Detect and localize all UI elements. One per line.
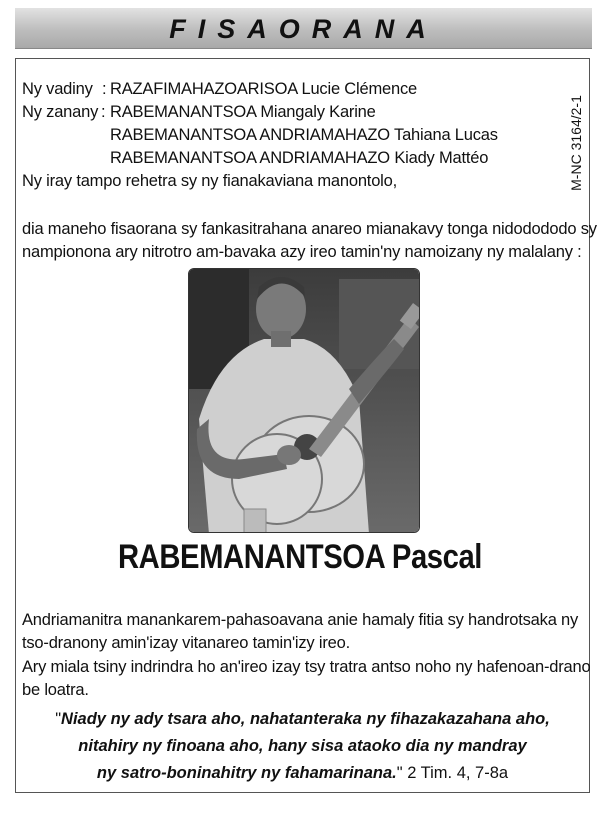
quote-text: Niady ny ady tsara aho, nahatanteraka ny fihazakazahana aho, [61,710,550,728]
quote-line [20,762,585,784]
reference-code-text: M-NC 3164/2-1 [568,95,584,191]
quote-line [20,708,585,730]
quote-open-mark: " [55,710,62,728]
spouse-label: Ny vadiny [22,80,93,98]
bible-citation: 2 Tim. 4, 7-8a [407,764,509,782]
children-colon: : [101,103,106,121]
child-name: RABEMANANTSOA ANDRIAMAHAZO Tahiana Lucas [110,126,498,144]
reference-code [566,88,586,198]
intro-line: dia maneho fisaorana sy fankasitrahana anareo mianakavy tonga nidodododo sy [22,220,597,238]
prayer-line: Andriamanitra manankarem-pahasoavana anie hamaly fitia sy handrotsaka ny [22,611,579,629]
child-name: RABEMANANTSOA ANDRIAMAHAZO Kiady Mattéo [110,149,489,167]
prayer-line: Ary miala tsiny indrindra ho an'ireo izay tsy tratra antso noho ny hafenoan-drano [22,658,591,676]
prayer-line: be loatra. [22,681,89,699]
quote-text: nitahiry ny finoana aho, hany sisa ataoko dia ny mandray [78,737,527,755]
quote-line [20,735,585,757]
spouse-colon: : [102,80,107,98]
deceased-name: RABEMANANTSOA Pascal [117,538,483,576]
children-label: Ny zanany [22,103,99,121]
prayer-line: tso-dranony amin'izay vitanareo tamin'izy ireo. [22,634,350,652]
portrait-photo [188,268,420,533]
relatives-line: Ny iray tampo rehetra sy ny fianakaviana manontolo, [22,172,397,190]
child-name: RABEMANANTSOA Miangaly Karine [110,103,376,121]
intro-line: nampionona ary nitrotro am-bavaka azy ireo tamin'ny namoizany ny malalany : [22,243,582,261]
quote-text: ny satro-boninahitry ny fahamarinana. [96,764,397,782]
page-title: FISAORANA [169,14,438,44]
header-bar [15,8,592,49]
spouse-name: RAZAFIMAHAZOARISOA Lucie Clémence [110,80,417,98]
quote-close-mark: " [396,764,403,782]
guitar-player-image [189,269,420,533]
